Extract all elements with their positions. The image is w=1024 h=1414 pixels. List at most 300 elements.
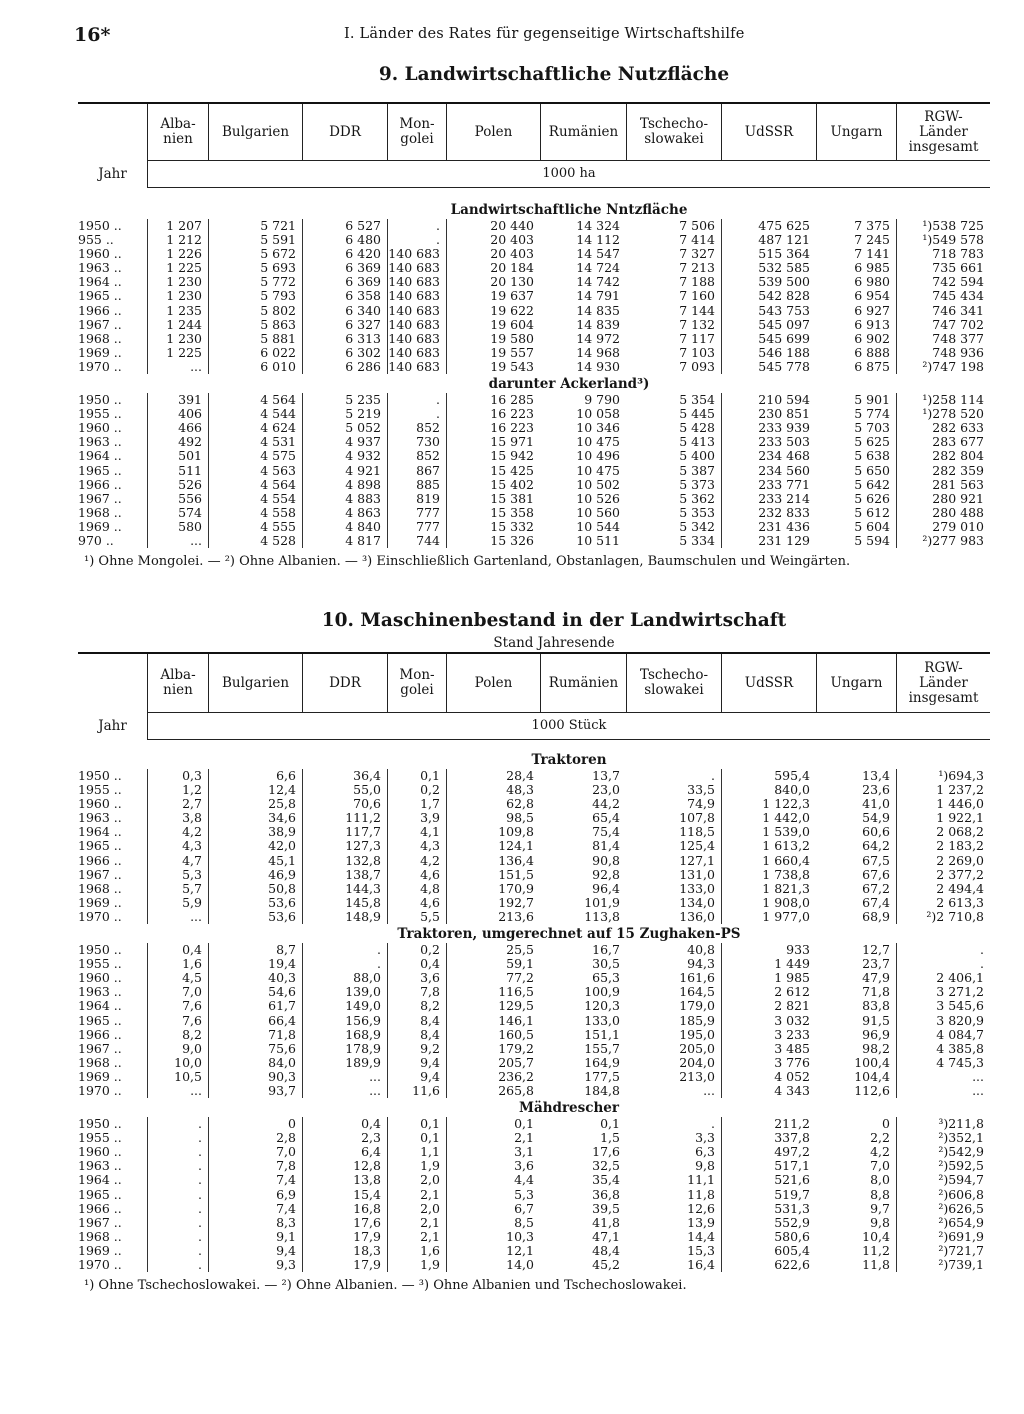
value-cell: 2,1 — [387, 1216, 446, 1230]
table-row — [78, 247, 990, 261]
year-cell: 1965 .. — [78, 1013, 122, 1028]
value-cell: 23,6 — [862, 783, 890, 798]
value-cell: 777 — [387, 520, 446, 534]
table-row — [78, 520, 990, 534]
column-header: DDR — [302, 654, 387, 712]
value-cell: ... — [896, 1070, 990, 1084]
column-header: Ungarn — [816, 654, 896, 712]
table-row — [78, 839, 990, 853]
value-cell: 4 898 — [302, 478, 387, 492]
value-cell: 1,1 — [387, 1145, 446, 1159]
value-cell: 16,8 — [302, 1202, 387, 1216]
year-cell: 1963 .. — [78, 1159, 122, 1174]
value-cell: 1 237,2 — [896, 783, 990, 797]
year-cell: 1970 .. — [78, 1258, 122, 1272]
value-cell: 4 558 — [208, 506, 302, 520]
value-cell: 65,4 — [592, 811, 620, 826]
block-title: darunter Ackerland³) — [488, 376, 650, 393]
value-cell: 5 342 — [679, 519, 715, 534]
value-cell: 5 612 — [854, 505, 890, 520]
value-cell: 542 828 — [721, 289, 816, 303]
value-cell: 4 817 — [302, 534, 387, 548]
value-cell: 133,0 — [584, 1013, 620, 1028]
value-cell: 0,1 — [446, 1117, 540, 1131]
table-row — [78, 1202, 990, 1216]
value-cell: ¹)549 578 — [896, 233, 990, 247]
value-cell: . — [302, 957, 387, 971]
year-cell: 1963 .. — [78, 435, 122, 450]
value-cell: 40,8 — [687, 943, 715, 958]
value-cell: 5 901 — [854, 393, 890, 408]
value-cell: 1 244 — [147, 318, 208, 332]
value-cell: 2,7 — [147, 797, 208, 811]
value-cell: 13,4 — [862, 769, 890, 783]
value-cell: 1,7 — [387, 797, 446, 811]
year-cell: 1968 .. — [78, 1055, 122, 1070]
year-cell: 1964 .. — [78, 275, 122, 290]
value-cell: 19 637 — [446, 289, 540, 303]
value-cell: 2,8 — [208, 1131, 302, 1145]
table-row — [78, 393, 990, 407]
table-row — [78, 797, 990, 811]
value-cell: 6,7 — [446, 1202, 540, 1216]
value-cell: 5 362 — [679, 491, 715, 506]
value-cell: 6 927 — [854, 303, 890, 318]
value-cell: 124,1 — [446, 839, 540, 853]
value-cell: 4 555 — [208, 520, 302, 534]
value-cell: 46,9 — [208, 868, 302, 882]
value-cell: 96,9 — [862, 1027, 890, 1042]
value-cell: 6 286 — [302, 360, 387, 374]
value-cell: 90,8 — [592, 853, 620, 868]
value-cell: ... — [147, 534, 208, 548]
value-cell: 20 403 — [446, 247, 540, 261]
value-cell: 71,8 — [208, 1028, 302, 1042]
value-cell: 1 212 — [147, 233, 208, 247]
value-cell: 5 642 — [854, 477, 890, 492]
year-cell: 1970 .. — [78, 909, 122, 924]
table-9-section — [78, 62, 990, 570]
table-row — [78, 1173, 990, 1187]
value-cell: 6 480 — [302, 233, 387, 247]
value-cell: 9,3 — [208, 1258, 302, 1272]
value-cell: 93,7 — [208, 1084, 302, 1098]
value-cell: 0,4 — [147, 943, 208, 957]
value-cell: 4 343 — [721, 1084, 816, 1098]
value-cell: 100,4 — [854, 1055, 890, 1070]
value-cell: 41,0 — [862, 797, 890, 812]
value-cell: 4,7 — [147, 854, 208, 868]
value-cell: 7 245 — [854, 233, 890, 248]
table-row — [78, 435, 990, 449]
value-cell: 204,0 — [679, 1055, 715, 1070]
value-cell: 867 — [387, 464, 446, 478]
value-cell: 116,5 — [446, 985, 540, 999]
value-cell: 487 121 — [721, 233, 816, 247]
value-cell: 9,2 — [387, 1042, 446, 1056]
table-row — [78, 346, 990, 360]
value-cell: 1 446,0 — [896, 797, 990, 811]
value-cell: 9,4 — [208, 1244, 302, 1258]
year-cell: 1967 .. — [78, 317, 122, 332]
value-cell: 151,1 — [584, 1027, 620, 1042]
value-cell: 5 387 — [679, 463, 715, 478]
value-cell: . — [147, 1244, 208, 1258]
value-cell: 14 324 — [576, 219, 620, 233]
value-cell: 0,3 — [147, 769, 208, 783]
year-cell: 1967 .. — [78, 867, 122, 882]
table-row — [78, 1042, 990, 1056]
value-cell: 9,7 — [870, 1201, 890, 1216]
value-cell: 337,8 — [721, 1131, 816, 1145]
column-header: Polen — [446, 104, 540, 160]
value-cell: 6 527 — [302, 219, 387, 233]
value-cell: 1 908,0 — [721, 896, 816, 910]
value-cell: 61,7 — [208, 999, 302, 1013]
value-cell: 90,3 — [208, 1070, 302, 1084]
value-cell: 8,4 — [387, 1014, 446, 1028]
value-cell: 146,1 — [446, 1014, 540, 1028]
value-cell: 1 230 — [147, 289, 208, 303]
unit-label: 1000 ha — [147, 160, 990, 188]
value-cell: 2 406,1 — [896, 971, 990, 985]
value-cell: 7 188 — [679, 275, 715, 290]
value-cell: 11,8 — [862, 1258, 890, 1272]
value-cell: 140 683 — [387, 318, 446, 332]
value-cell: 5 721 — [208, 219, 302, 233]
value-cell: 38,9 — [208, 825, 302, 839]
value-cell: ²)654,9 — [896, 1216, 990, 1230]
value-cell: 1 225 — [147, 346, 208, 360]
value-cell: ... — [302, 1070, 387, 1084]
value-cell: ²)2 710,8 — [896, 910, 990, 924]
value-cell: 5 334 — [679, 533, 715, 548]
value-cell: 15 326 — [446, 534, 540, 548]
value-cell: 75,6 — [208, 1042, 302, 1056]
value-cell: 4 840 — [302, 520, 387, 534]
year-cell: 1967 .. — [78, 1215, 122, 1230]
value-cell: 74,9 — [687, 797, 715, 812]
value-cell: 19 604 — [446, 318, 540, 332]
column-header: Bulgarien — [208, 654, 302, 712]
value-cell: 6 010 — [208, 360, 302, 374]
value-cell: 5 591 — [208, 233, 302, 247]
value-cell: 40,3 — [208, 971, 302, 985]
value-cell: 9,8 — [870, 1215, 890, 1230]
value-cell: 526 — [147, 478, 208, 492]
value-cell: 6 980 — [854, 275, 890, 290]
value-cell: 15,3 — [687, 1243, 715, 1258]
value-cell: 3,6 — [387, 971, 446, 985]
value-cell: 1 660,4 — [721, 854, 816, 868]
value-cell: 2 494,4 — [896, 882, 990, 896]
value-cell: 28,4 — [446, 769, 540, 783]
value-cell: 185,9 — [679, 1013, 715, 1028]
value-cell: 543 753 — [721, 304, 816, 318]
value-cell: 532 585 — [721, 261, 816, 275]
value-cell: 10 560 — [576, 505, 620, 520]
value-cell: 4 564 — [208, 393, 302, 407]
value-cell: 164,5 — [679, 985, 715, 1000]
value-cell: 1,9 — [387, 1159, 446, 1173]
value-cell: 189,9 — [302, 1056, 387, 1070]
year-cell: 1950 .. — [78, 393, 122, 408]
table-row — [78, 999, 990, 1013]
year-cell: 955 .. — [78, 233, 114, 248]
value-cell: 7,6 — [147, 999, 208, 1013]
value-cell: 4 531 — [208, 435, 302, 449]
page-number: 16* — [74, 24, 111, 46]
value-cell: 1,5 — [600, 1131, 620, 1146]
value-cell: 4 863 — [302, 506, 387, 520]
table-row — [78, 1056, 990, 1070]
value-cell: 7,6 — [147, 1014, 208, 1028]
table-row — [78, 1028, 990, 1042]
table-subtitle: Stand Jahresende — [493, 635, 615, 651]
value-cell: 111,2 — [302, 811, 387, 825]
value-cell: 283 677 — [896, 435, 990, 449]
value-cell: 8,7 — [208, 943, 302, 957]
value-cell: ... — [147, 1084, 208, 1098]
value-cell: 15 332 — [446, 520, 540, 534]
value-cell: 140 683 — [387, 332, 446, 346]
value-cell: 8,0 — [870, 1173, 890, 1188]
value-cell: 5 772 — [208, 275, 302, 289]
value-cell: 10 475 — [576, 463, 620, 478]
value-cell: 19 622 — [446, 304, 540, 318]
value-cell: 4,5 — [147, 971, 208, 985]
value-cell: 545 097 — [721, 318, 816, 332]
value-cell: 0,1 — [387, 1131, 446, 1145]
value-cell: 2 377,2 — [896, 868, 990, 882]
value-cell: 53,6 — [208, 896, 302, 910]
table-header — [78, 652, 990, 740]
year-cell: 1955 .. — [78, 407, 122, 422]
value-cell: 15 942 — [446, 449, 540, 463]
value-cell: 742 594 — [896, 275, 990, 289]
year-cell: 1969 .. — [78, 345, 122, 360]
value-cell: 71,8 — [862, 985, 890, 1000]
year-cell: 1950 .. — [78, 219, 122, 233]
value-cell: 1,6 — [387, 1244, 446, 1258]
value-cell: 4 084,7 — [896, 1028, 990, 1042]
year-cell: 1964 .. — [78, 449, 122, 464]
value-cell: 539 500 — [721, 275, 816, 289]
table-row — [78, 233, 990, 247]
value-cell: 492 — [147, 435, 208, 449]
value-cell: 17,9 — [302, 1258, 387, 1272]
value-cell: 777 — [387, 506, 446, 520]
value-cell: 748 936 — [896, 346, 990, 360]
value-cell: 515 364 — [721, 247, 816, 261]
value-cell: 84,0 — [208, 1056, 302, 1070]
value-cell: 10 511 — [576, 533, 620, 548]
value-cell: ... — [896, 1084, 990, 1098]
value-cell: 3 485 — [721, 1042, 816, 1056]
value-cell: 6 875 — [854, 359, 890, 374]
value-cell: ¹)694,3 — [896, 769, 990, 783]
value-cell: 1 442,0 — [721, 811, 816, 825]
value-cell: 140 683 — [387, 304, 446, 318]
table-row — [78, 1216, 990, 1230]
value-cell: 144,3 — [302, 882, 387, 896]
value-cell: 718 783 — [896, 247, 990, 261]
value-cell: 25,8 — [208, 797, 302, 811]
table-row — [78, 1258, 990, 1272]
value-cell: 140 683 — [387, 360, 446, 374]
column-header: Polen — [446, 654, 540, 712]
year-cell: 1969 .. — [78, 1069, 122, 1084]
unit-blank — [78, 160, 147, 188]
value-cell: 4 745,3 — [896, 1056, 990, 1070]
value-cell: 64,2 — [862, 839, 890, 854]
value-cell: 107,8 — [679, 811, 715, 826]
value-cell: 15 425 — [446, 464, 540, 478]
title-spacer — [78, 88, 990, 102]
year-cell: 1960 .. — [78, 971, 122, 986]
value-cell: 7,0 — [208, 1145, 302, 1159]
value-cell: 12,7 — [862, 943, 890, 958]
value-cell: 5,5 — [387, 910, 446, 924]
value-cell: 5 626 — [854, 491, 890, 506]
value-cell: 1 226 — [147, 247, 208, 261]
value-cell: 98,2 — [862, 1041, 890, 1056]
value-cell: 127,1 — [679, 853, 715, 868]
value-cell: 2,2 — [870, 1131, 890, 1146]
year-cell: 1965 .. — [78, 463, 122, 478]
value-cell: 2,1 — [387, 1230, 446, 1244]
value-cell: 279 010 — [896, 520, 990, 534]
table-row — [78, 825, 990, 839]
value-cell: 7 375 — [854, 219, 890, 233]
column-header: Tschecho- slowakei — [626, 104, 721, 160]
value-cell: 531,3 — [721, 1202, 816, 1216]
table-row — [78, 1070, 990, 1084]
value-cell: ²)739,1 — [896, 1258, 990, 1272]
value-cell: 67,4 — [862, 895, 890, 910]
value-cell: 2 068,2 — [896, 825, 990, 839]
value-cell: 5 802 — [208, 304, 302, 318]
value-cell: 6 985 — [854, 261, 890, 276]
value-cell: 232 833 — [721, 506, 816, 520]
value-cell: 13,8 — [302, 1173, 387, 1187]
value-cell: 8,8 — [870, 1187, 890, 1202]
value-cell: 6,9 — [208, 1188, 302, 1202]
value-cell: ... — [147, 360, 208, 374]
table-row — [78, 971, 990, 985]
value-cell: 0 — [882, 1117, 890, 1132]
value-cell: 0,2 — [387, 943, 446, 957]
table-row — [78, 1084, 990, 1098]
value-cell: 1 225 — [147, 261, 208, 275]
block-title: Landwirtschaftliche Nntzfläche — [450, 202, 688, 218]
value-cell: 605,4 — [721, 1244, 816, 1258]
value-cell: 9 790 — [584, 393, 620, 408]
table-row — [78, 1230, 990, 1244]
value-cell: 236,2 — [446, 1070, 540, 1084]
value-cell: 4,6 — [387, 896, 446, 910]
unit-label: 1000 Stück — [147, 712, 990, 740]
value-cell: 7 160 — [679, 289, 715, 304]
year-cell: 1964 .. — [78, 825, 122, 840]
value-cell: 11,1 — [687, 1173, 715, 1188]
value-cell: 104,4 — [854, 1069, 890, 1084]
year-cell: 1960 .. — [78, 1145, 122, 1160]
value-cell: 10 544 — [576, 519, 620, 534]
value-cell: 83,8 — [862, 999, 890, 1014]
value-cell: . — [387, 219, 446, 233]
column-header: Jahr — [98, 718, 127, 734]
value-cell: 281 563 — [896, 478, 990, 492]
value-cell: 91,5 — [862, 1013, 890, 1028]
value-cell: 7,0 — [870, 1159, 890, 1174]
value-cell: 100,9 — [584, 985, 620, 1000]
value-cell: 148,9 — [302, 910, 387, 924]
value-cell: 10 496 — [576, 449, 620, 464]
value-cell: 140 683 — [387, 275, 446, 289]
value-cell: 48,4 — [592, 1243, 620, 1258]
value-cell: 5,7 — [147, 882, 208, 896]
value-cell: . — [896, 957, 990, 971]
value-cell: 8,2 — [147, 1028, 208, 1042]
value-cell: 47,9 — [862, 971, 890, 986]
value-cell: 5 052 — [302, 421, 387, 435]
value-cell: 113,8 — [584, 909, 620, 924]
value-cell: 391 — [147, 393, 208, 407]
value-cell: 748 377 — [896, 332, 990, 346]
value-cell: 12,8 — [302, 1159, 387, 1173]
value-cell: 213,6 — [446, 910, 540, 924]
table-row — [78, 882, 990, 896]
value-cell: 230 851 — [721, 407, 816, 421]
value-cell: 2,0 — [387, 1173, 446, 1187]
year-cell: 1955 .. — [78, 1131, 122, 1146]
year-cell: 1963 .. — [78, 261, 122, 276]
column-header: Rumänien — [540, 654, 626, 712]
year-cell: 1969 .. — [78, 1243, 122, 1258]
year-cell: 1966 .. — [78, 1201, 122, 1216]
value-cell: 66,4 — [208, 1014, 302, 1028]
value-cell: . — [147, 1173, 208, 1187]
value-cell: 15,4 — [302, 1188, 387, 1202]
value-cell: 155,7 — [584, 1041, 620, 1056]
value-cell: 6 369 — [302, 261, 387, 275]
value-cell: 4,1 — [387, 825, 446, 839]
value-cell: 14 112 — [576, 233, 620, 248]
value-cell: 282 359 — [896, 464, 990, 478]
value-cell: 213,0 — [679, 1069, 715, 1084]
value-cell: 5 413 — [679, 435, 715, 450]
table-row — [78, 1117, 990, 1131]
value-cell: 140 683 — [387, 247, 446, 261]
value-cell: 8,5 — [446, 1216, 540, 1230]
value-cell: 2 269,0 — [896, 854, 990, 868]
value-cell: ²)352,1 — [896, 1131, 990, 1145]
value-cell: 0,1 — [387, 1117, 446, 1131]
value-cell: ²)606,8 — [896, 1188, 990, 1202]
value-cell: 16 223 — [446, 407, 540, 421]
value-cell: 7 132 — [679, 317, 715, 332]
value-cell: 11,8 — [687, 1187, 715, 1202]
year-cell: 1960 .. — [78, 421, 122, 436]
value-cell: 7 141 — [854, 247, 890, 262]
value-cell: ²)721,7 — [896, 1244, 990, 1258]
table-row — [78, 492, 990, 506]
value-cell: 62,8 — [446, 797, 540, 811]
value-cell: 15 971 — [446, 435, 540, 449]
value-cell: . — [147, 1145, 208, 1159]
value-cell: 168,9 — [302, 1028, 387, 1042]
